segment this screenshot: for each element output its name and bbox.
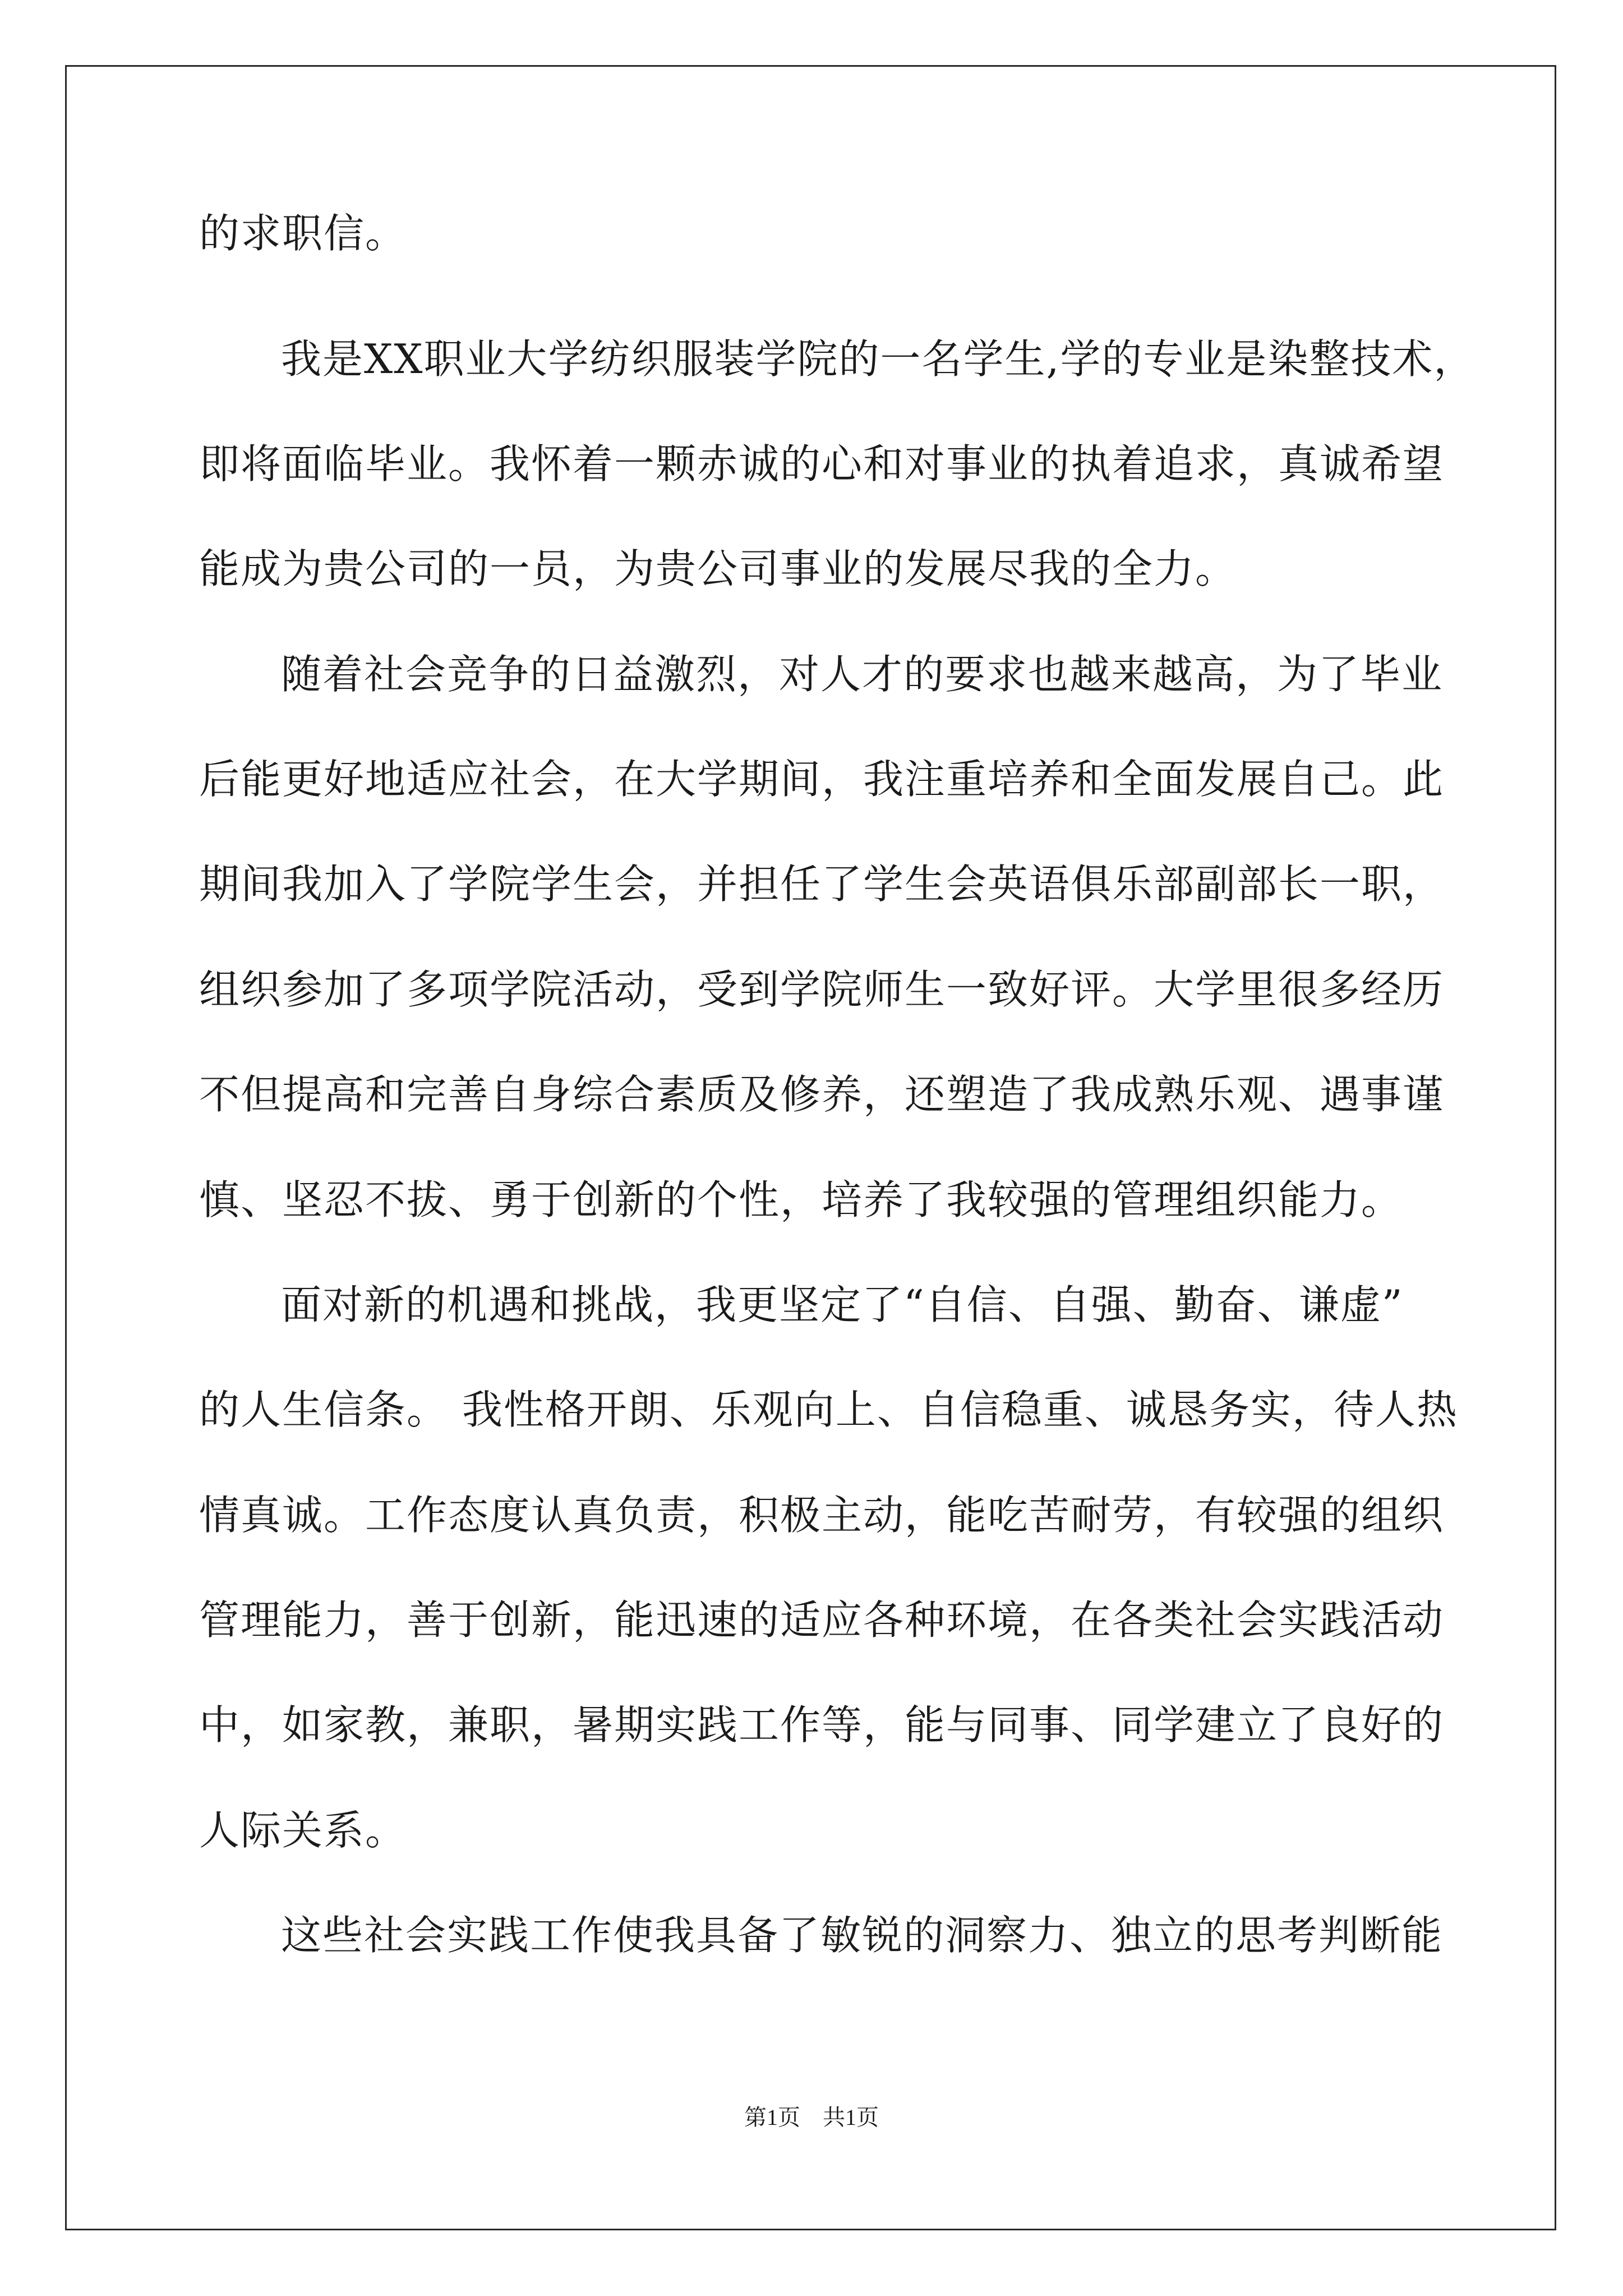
text-line: 期间我加入了学院学生会，并担任了学生会英语俱乐部副部长一职，	[199, 861, 1445, 908]
text-line: 人际关系。	[199, 1807, 407, 1854]
text-line: 这些社会实践工作使我具备了敏锐的洞察力、独立的思考判断能	[281, 1912, 1444, 1959]
text-line: 的求职信。	[199, 210, 407, 257]
text-line: 即将面临毕业。我怀着一颗赤诚的心和对事业的执着追求，真诚希望	[199, 440, 1445, 487]
text-line: 我是XX职业大学纺织服装学院的一名学生,学的专业是染整技术，	[281, 335, 1476, 383]
page-footer: 第1页 共1页	[744, 2105, 879, 2130]
text-line: 不但提高和完善自身综合素质及修养，还塑造了我成熟乐观、遇事谨	[199, 1071, 1445, 1118]
text-line: 的人生信条。 我性格开朗、乐观向上、自信稳重、诚恳务实，待人热	[199, 1386, 1458, 1433]
text-line: 能成为贵公司的一员，为贵公司事业的发展尽我的全力。	[199, 545, 1237, 592]
text-line: 组织参加了多项学院活动，受到学院师生一致好评。大学里很多经历	[199, 966, 1445, 1013]
text-line: 中，如家教，兼职，暑期实践工作等，能与同事、同学建立了良好的	[199, 1701, 1445, 1749]
text-line: 慎、坚忍不拔、勇于创新的个性，培养了我较强的管理组织能力。	[199, 1176, 1403, 1223]
text-line: 随着社会竞争的日益激烈，对人才的要求也越来越高，为了毕业	[281, 651, 1444, 698]
text-line: 面对新的机遇和挑战，我更坚定了“自信、自强、勤奋、谦虚”	[281, 1281, 1404, 1328]
text-line: 管理能力，善于创新，能迅速的适应各种环境，在各类社会实践活动	[199, 1596, 1445, 1644]
text-line: 情真诚。工作态度认真负责，积极主动，能吃苦耐劳，有较强的组织	[199, 1492, 1445, 1539]
page-border	[65, 65, 1556, 2230]
text-line: 后能更好地适应社会，在大学期间，我注重培养和全面发展自己。此	[199, 756, 1445, 803]
